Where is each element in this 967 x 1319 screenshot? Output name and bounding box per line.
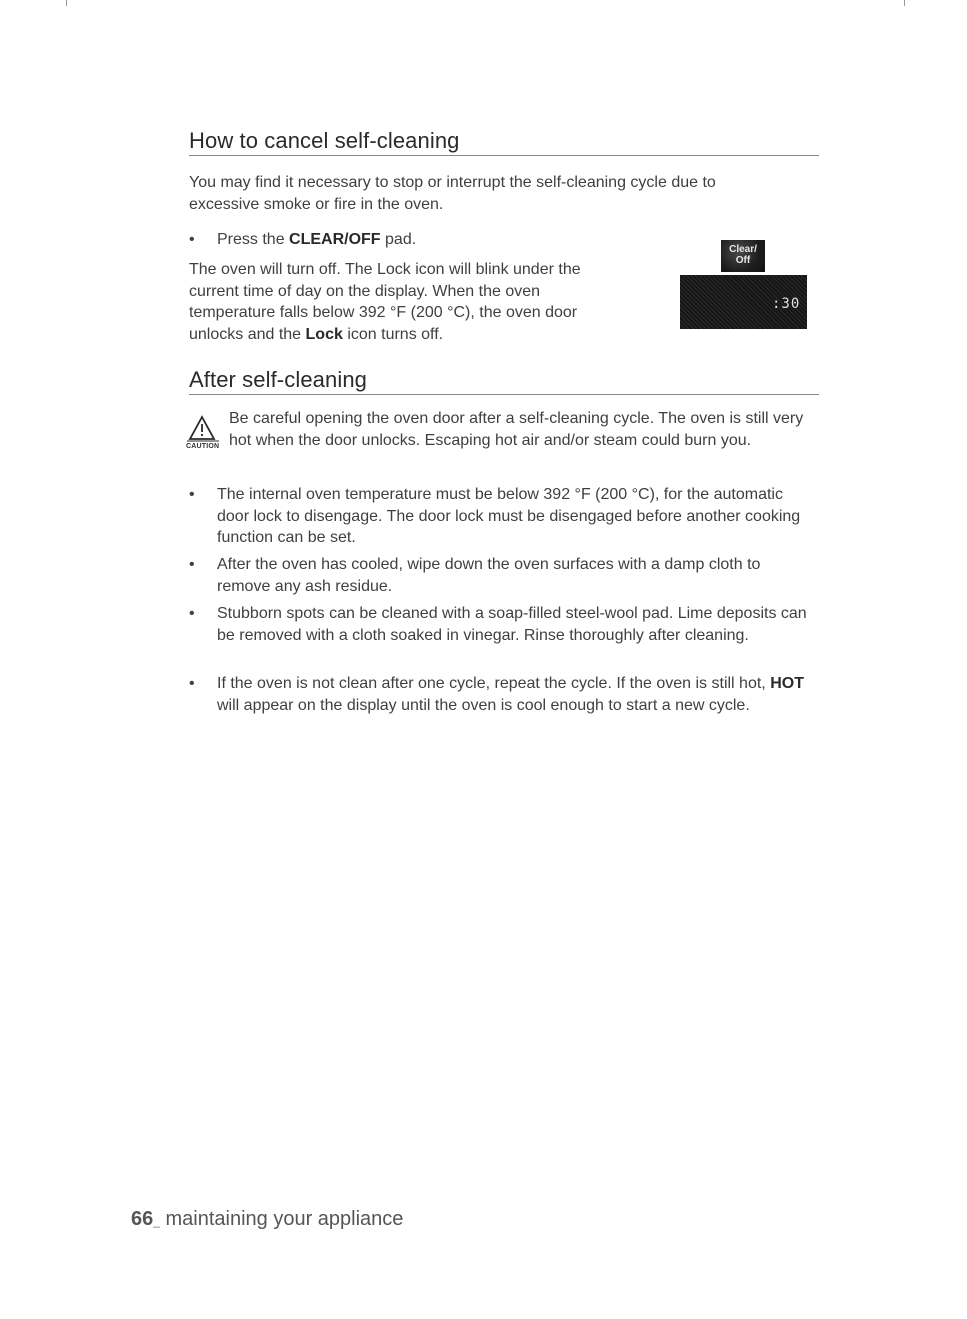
lock-key: Lock [305,325,343,343]
clear-off-key: CLEAR/OFF [289,231,381,248]
bullet-icon: • [189,231,195,248]
bullet-icon: • [189,675,195,692]
list-item-text: If the oven is not clean after one cycle, repeat the cycle. If the oven is still hot, HOT will appear on the display until the oven is cool enough to start a new cycle. [217,675,804,714]
caution-text: Be careful opening the oven door after a self-cleaning cycle. The oven is still very hot when the door unlocks. Escaping hot air and/or steam could burn you. [229,410,804,449]
display-time-readout: :30 [772,296,801,312]
intro-paragraph: You may find it necessary to stop or interrupt the self-cleaning cycle due to excessive smoke or fire in the oven. [189,174,716,213]
caution-label: CAUTION [186,443,220,450]
section-heading-cancel-self-cleaning: How to cancel self-cleaning [189,128,819,156]
footer-separator: _ [153,1214,160,1228]
bullet-icon: • [189,486,195,503]
section-heading-after-self-cleaning: After self-cleaning [189,367,819,395]
crop-mark-right [904,0,905,6]
bullet-icon: • [189,556,195,573]
page-number: 66 [131,1208,154,1230]
footer-section-title: maintaining your appliance [159,1208,404,1230]
clear-off-button-illustration: Clear/ Off [721,240,765,272]
page-footer [131,1208,403,1231]
crop-mark-left [66,0,67,6]
list-item-text: The internal oven temperature must be below 392 °F (200 °C), for the automatic door lock to disengage. The door lock must be disengaged before another cooking function can be set. [217,486,801,546]
step-text: Press the CLEAR/OFF pad. [217,231,417,248]
hot-indicator-key: HOT [770,675,804,692]
list-item-text: After the oven has cooled, wipe down the oven surfaces with a damp cloth to remove any ash residue. [217,556,761,595]
result-paragraph: The oven will turn off. The Lock icon will blink under the current time of day on the display. When the oven temperature falls below 392 °F (200 °C), the oven door unlocks and the Lock icon turns off. [189,261,581,343]
list-item-text: Stubborn spots can be cleaned with a soap-filled steel-wool pad. Lime deposits can be removed with a cloth soaked in vinegar. Rinse thoroughly after cleaning. [217,605,807,644]
bullet-icon: • [189,605,195,622]
